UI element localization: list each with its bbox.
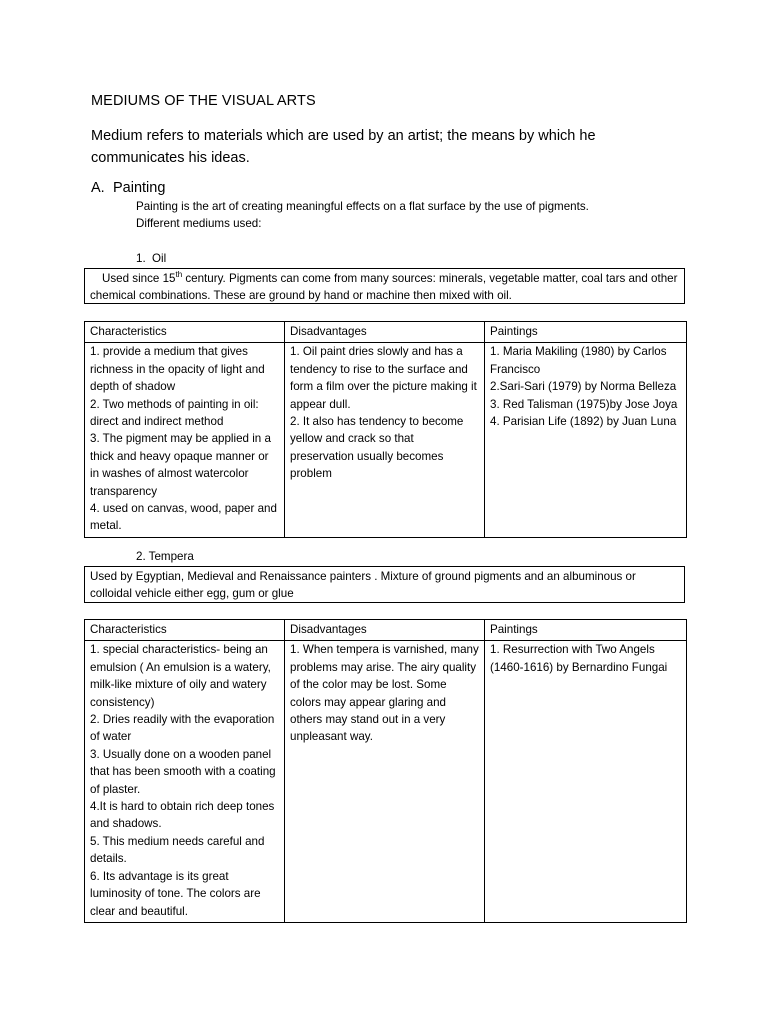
oil-header-disadvantages: Disadvantages bbox=[285, 322, 485, 343]
oil-number: 1. bbox=[136, 252, 146, 265]
intro-paragraph: Medium refers to materials which are used by an artist; the means by which he communicates his ideas. bbox=[91, 128, 596, 166]
page-title: MEDIUMS OF THE VISUAL ARTS bbox=[91, 93, 316, 109]
section-heading-painting bbox=[91, 180, 165, 196]
section-title: Painting bbox=[113, 180, 166, 196]
tempera-paintings-cell bbox=[485, 641, 687, 923]
oil-header-characteristics: Characteristics bbox=[85, 322, 285, 343]
list-item: 1. When tempera is varnished, many problems may arise. The airy quality of the color may be lost. Some colors may appear glaring and others may stand out in a very unpleasant way. bbox=[290, 643, 479, 744]
list-item: 1. Maria Makiling (1980) by Carlos Francisco bbox=[490, 345, 667, 376]
list-item: 6. Its advantage is its great luminosity of tone. The colors are clear and beautiful. bbox=[90, 869, 261, 918]
list-item: 4. Parisian Life (1892) by Juan Luna bbox=[490, 415, 677, 429]
oil-disadvantages-cell bbox=[285, 343, 485, 537]
tempera-table-header bbox=[85, 620, 687, 641]
definition-text: Painting is the art of creating meaningful effects on a flat surface by the use of pigments. bbox=[136, 200, 589, 213]
oil-desc-superscript: th bbox=[175, 270, 183, 279]
list-item: 2. Dries readily with the evaporation of water bbox=[90, 713, 275, 744]
list-item: 1. Oil paint dries slowly and has a tendency to rise to the surface and form a film over the picture making it appear dull. bbox=[290, 345, 477, 411]
list-item: 4.It is hard to obtain rich deep tones and shadows. bbox=[90, 800, 275, 831]
painting-definition bbox=[136, 198, 676, 233]
mediums-label: Different mediums used: bbox=[136, 217, 262, 231]
list-item: 1. Resurrection with Two Angels (1460-1616) by Bernardino Fungai bbox=[490, 643, 668, 674]
list-item: 3. The pigment may be applied in a thick and heavy opaque manner or in washes of almost watercolor transparency bbox=[90, 432, 271, 498]
section-letter: A. bbox=[91, 180, 105, 196]
list-item: 2.Sari-Sari (1979) by Norma Belleza bbox=[490, 380, 677, 394]
list-item: 3. Red Talisman (1975)by Jose Joya bbox=[490, 397, 678, 411]
oil-paintings-cell bbox=[485, 343, 687, 537]
oil-description-box bbox=[84, 268, 685, 304]
tempera-header-disadvantages: Disadvantages bbox=[285, 620, 485, 641]
oil-heading bbox=[136, 250, 166, 267]
list-item: 1. provide a medium that gives richness in the opacity of light and depth of shadow bbox=[90, 345, 265, 394]
tempera-table bbox=[84, 619, 687, 923]
list-item: 5. This medium needs careful and details. bbox=[90, 834, 265, 866]
list-item: 3. Usually done on a wooden panel that has been smooth with a coating of plaster. bbox=[90, 747, 276, 796]
tempera-disadvantages-cell bbox=[285, 641, 485, 923]
oil-table-header bbox=[85, 322, 687, 343]
list-item: 2. Two methods of painting in oil: direct and indirect method bbox=[90, 397, 259, 429]
tempera-heading: 2. Tempera bbox=[136, 550, 194, 563]
tempera-table-row bbox=[85, 641, 687, 923]
oil-name: Oil bbox=[152, 252, 167, 265]
oil-table bbox=[84, 321, 687, 538]
tempera-description-box: Used by Egyptian, Medieval and Renaissance painters . Mixture of ground pigments and an albuminous or colloidal vehicle either egg, gum or glue bbox=[84, 566, 685, 603]
tempera-characteristics-cell bbox=[85, 641, 285, 923]
list-item: 4. used on canvas, wood, paper and metal. bbox=[90, 502, 277, 533]
oil-header-paintings: Paintings bbox=[485, 322, 687, 343]
tempera-header-paintings: Paintings bbox=[485, 620, 687, 641]
oil-desc-rest: century. Pigments can come from many sources: minerals, vegetable matter, coal tars and other chemical combinations. These are ground by hand or machine then mixed with oil. bbox=[90, 272, 678, 303]
tempera-header-characteristics: Characteristics bbox=[85, 620, 285, 641]
oil-characteristics-cell bbox=[85, 343, 285, 537]
list-item: 2. It also has tendency to become yellow and crack so that preservation usually becomes problem bbox=[290, 415, 464, 481]
oil-desc-start: Used since 15 bbox=[102, 272, 176, 285]
oil-table-row bbox=[85, 343, 687, 537]
list-item: 1. special characteristics- being an emulsion ( An emulsion is a watery, milk-like mixture of oily and watery consistency) bbox=[90, 643, 271, 709]
